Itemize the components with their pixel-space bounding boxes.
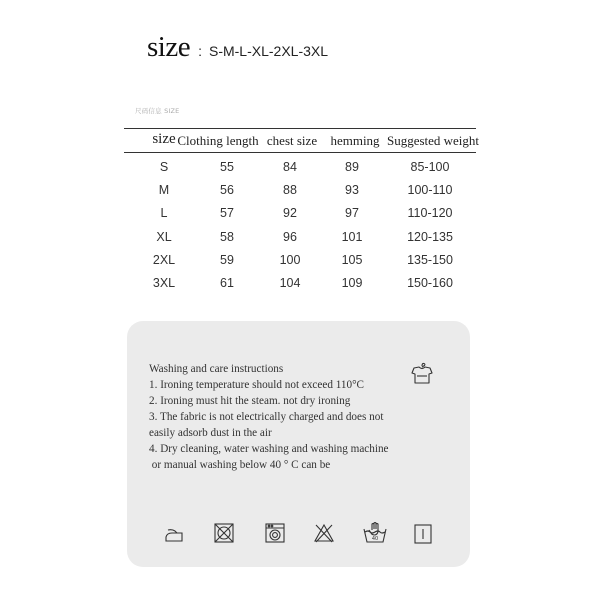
cell-suggested-weight: 150-160 [407,276,453,290]
cell-chest-size: 84 [283,160,297,174]
cell-size: XL [156,230,172,244]
care-line: 1. Ironing temperature should not exceed 110°C [149,379,365,391]
cell-clothing-length: 58 [220,230,234,244]
cell-hemming: 109 [341,276,363,290]
size-header [147,31,328,64]
cell-hemming: 101 [341,230,363,244]
shirt-hanger-icon [409,360,435,391]
cell-size: M [158,183,170,197]
cell-hemming: 97 [345,206,359,220]
cell-chest-size: 96 [283,230,297,244]
washing-machine-icon [264,522,286,549]
column-header-chest-size: chest size [266,133,318,148]
cell-chest-size: 88 [283,183,297,197]
cell-clothing-length: 59 [220,253,234,267]
cell-hemming: 105 [341,253,363,267]
cell-chest-size: 100 [279,253,301,267]
cell-chest-size: 92 [283,206,297,220]
size-colon: : [198,43,202,59]
column-header-clothing-length: Clothing length [177,133,259,148]
care-line: 3. The fabric is not electrically charged and does not [149,411,384,423]
care-line: or manual washing below 40 ° C can be [149,459,331,471]
cell-suggested-weight: 85-100 [410,160,450,174]
table-top-rule [124,128,476,129]
do-not-bleach-icon [313,522,335,549]
cell-suggested-weight: 135-150 [407,253,453,267]
svg-text:40: 40 [371,536,379,542]
column-header-suggested-weight: Suggested weight [386,133,480,148]
column-header-hemming: hemming [330,133,380,148]
do-not-tumble-dry-icon [213,522,235,549]
cell-suggested-weight: 100-110 [407,183,453,197]
care-line: 2. Ironing must hit the steam. not dry ironing [149,395,351,407]
available-sizes: S-M-L-XL-2XL-3XL [208,43,329,59]
cell-chest-size: 104 [279,276,301,290]
cell-size: 3XL [152,276,176,290]
cell-hemming: 93 [345,183,359,197]
care-instructions-text [149,361,389,473]
size-info-label: 尺码信息 SIZE [135,107,180,115]
cell-clothing-length: 55 [220,160,234,174]
cell-clothing-length: 56 [220,183,234,197]
cell-hemming: 89 [345,160,359,174]
iron-icon [163,523,185,550]
column-header-size: size [152,131,176,147]
cell-size: S [159,160,169,174]
cell-clothing-length: 61 [220,276,234,290]
cell-clothing-length: 57 [220,206,234,220]
cell-size: L [160,206,168,220]
size-title: size [147,31,191,63]
hand-wash-icon [362,521,388,550]
care-line: easily adsorb dust in the air [149,427,272,439]
table-header-rule [124,152,476,153]
care-line: 4. Dry cleaning, water washing and washing machine [149,443,389,455]
cell-suggested-weight: 110-120 [407,206,453,220]
cell-suggested-weight: 120-135 [407,230,453,244]
line-dry-icon [413,523,433,550]
cell-size: 2XL [152,253,176,267]
care-title: Washing and care instructions [149,363,284,375]
